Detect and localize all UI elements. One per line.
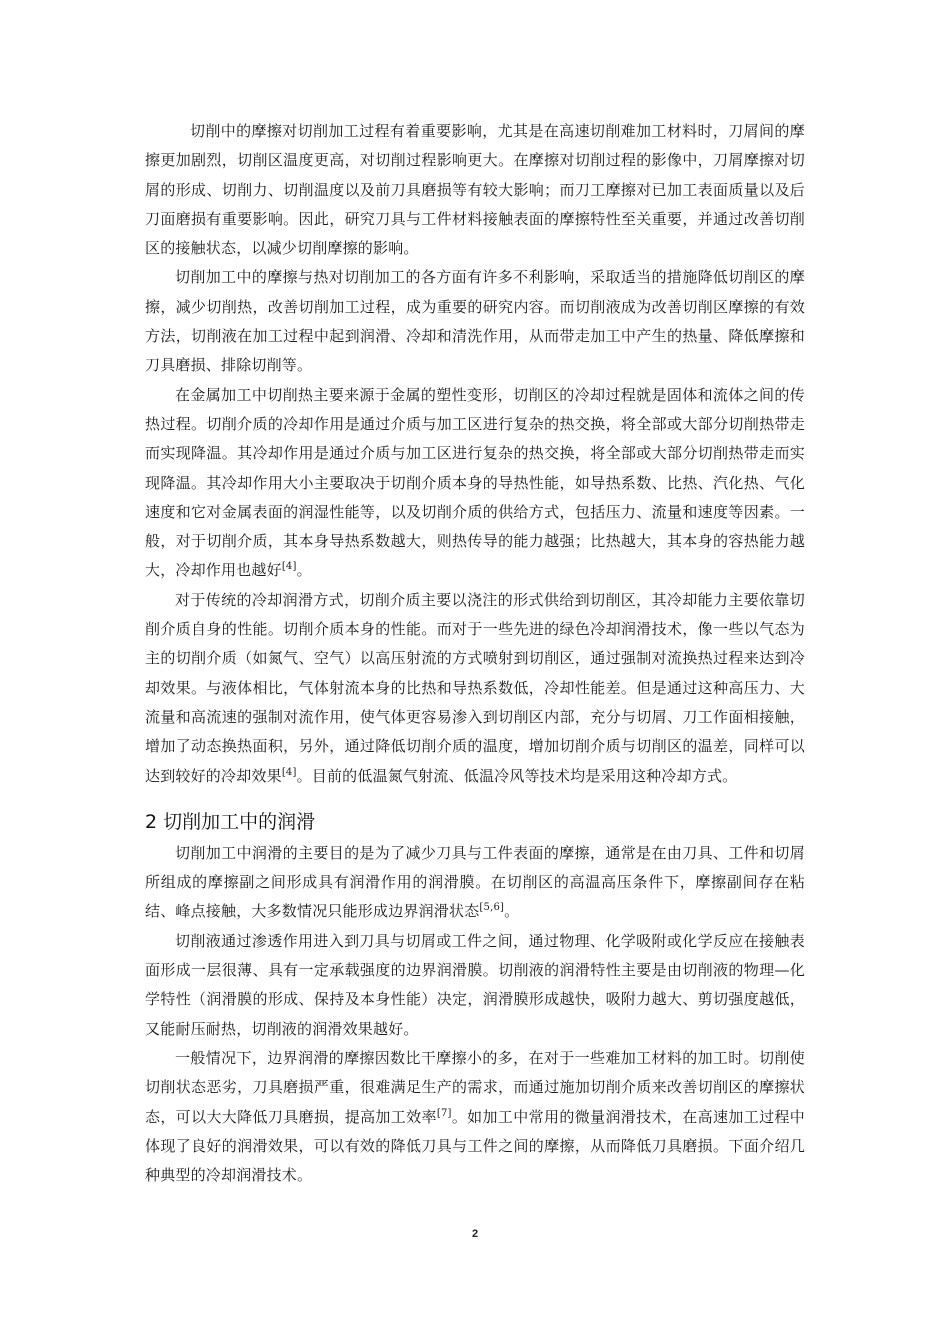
citation: [5,6] [479,902,505,914]
page-content [145,117,805,1190]
paragraph-green-cooling [145,586,805,791]
paragraph-boundary-friction [145,1044,805,1190]
paragraph-lubrication-purpose [145,839,805,927]
paragraph-text: 一般情况下，边界润滑的摩擦因数比干摩擦小的多，在对于一些难加工材料的加工时。切削使切削状态恶劣，刀具磨损严重，很难满足生产的需求，而通过施加切削介质来改善切削区的摩擦状态，可以大大降低刀具磨损，提高加工效率 [145,1048,805,1126]
paragraph-text: 在金属加工中切削热主要来源于金属的塑性变形，切削区的冷却过程就是固体和流体之间的传热过程。切削介质的冷却作用是通过介质与加工区进行复杂的热交换，将全部或大部分切削热带走而实现降温。其冷却作用是通过介质与加工区进行复杂的热交换，将全部或大部分切削热带走而实现降温。其冷却作用大小主要取决于切削介质本身的导热性能，如导热系数、比热、汽化热、气化速度和它对金属表面的润湿性能等，以及切削介质的供给方式，包括压力、流量和速度等因素。一般，对于切削介质，其本身导热系数越大，则热传导的能力越强；比热越大，其本身的容热能力越大，冷却作用也越好 [145,385,805,580]
paragraph-cooling-mechanism [145,381,805,586]
page-number: 2 [471,1228,479,1240]
section-heading [145,807,805,837]
paragraph-text: 切削加工中润滑的主要目的是为了减少刀具与工件表面的摩擦，通常是在由刀具、工件和切屑所组成的摩擦副之间形成具有润滑作用的润滑膜。在切削区的高温高压条件下，摩擦副间存在粘结、峰点接触，大多数情况只能形成边界润滑状态 [145,843,805,921]
citation: [4] [281,766,297,778]
paragraph-text: 切削液通过渗透作用进入到刀具与切屑或工件之间，通过物理、化学吸附或化学反应在接触表面形成一层很薄、具有一定承载强度的边界润滑膜。切削液的润滑特性主要是由切削液的物理—化学特性（润滑膜的形成、保持及本身性能）决定，润滑膜形成越快，吸附力越大、剪切强度越低，又能耐压耐热，切削液的润滑效果越好。 [145,931,805,1038]
paragraph-text: 。如加工中常用的微量润滑技术，在高速加工过程中体现了良好的润滑效果，可以有效的降低刀具与工件之间的摩擦，从而降低刀具磨损。下面介绍几种典型的冷却润滑技术。 [145,1107,805,1185]
citation: [4] [281,561,297,573]
paragraph-text: 。目前的低温氮气射流、低温冷风等技术均是采用这种冷却方式。 [296,766,738,785]
paragraph-text: 对于传统的冷却润滑方式，切削介质主要以浇注的形式供给到切削区，其冷却能力主要依靠切削介质自身的性能。切削介质本身的性能。而对于一些先进的绿色冷却润滑技术，像一些以气态为主的切削介质（如氮气、空气）以高压射流的方式喷射到切削区，通过强制对流换热过程来达到冷却效果。与液体相比，气体射流本身的比热和导热系数低，冷却性能差。但是通过这种高压力、大流量和高流速的强制对流作用，使气体更容易渗入到切削区内部，充分与切屑、刀工作面相接触，增加了动态换热面积，另外，通过降低切削介质的温度，增加切削介质与切削区的温差，同样可以达到较好的冷却效果 [145,590,805,785]
paragraph-cutting-fluid-role [145,263,805,380]
paragraph-text: 。 [504,902,520,921]
paragraph-text: 。 [296,561,312,580]
paragraph-boundary-film [145,927,805,1044]
section-number: 2 [145,810,158,833]
paragraph-text: 切削加工中的摩擦与热对切削加工的各方面有许多不利影响，采取适当的措施降低切削区的摩擦，减少切削热，改善切削加工过程，成为重要的研究内容。而切削液成为改善切削区摩擦的有效方法，切削液在加工过程中起到润滑、冷却和清洗作用，从而带走加工中产生的热量、降低摩擦和刀具磨损、排除切削等。 [145,268,805,375]
paragraph-friction-importance [145,117,805,263]
paragraph-text: 切削中的摩擦对切削加工过程有着重要影响，尤其是在高速切削难加工材料时，刀屑间的摩擦更加剧烈，切削区温度更高，对切削过程影响更大。在摩擦对切削过程的影像中，刀屑摩擦对切屑的形成、切削力、切削温度以及前刀具磨损等有较大影响；而刀工摩擦对已加工表面质量以及后刀面磨损有重要影响。因此，研究刀具与工件材料接触表面的摩擦特性至关重要，并通过改善切削区的接触状态，以减少切削摩擦的影响。 [145,122,805,258]
section-title: 切削加工中的润滑 [163,810,316,833]
citation: [7] [436,1107,452,1119]
